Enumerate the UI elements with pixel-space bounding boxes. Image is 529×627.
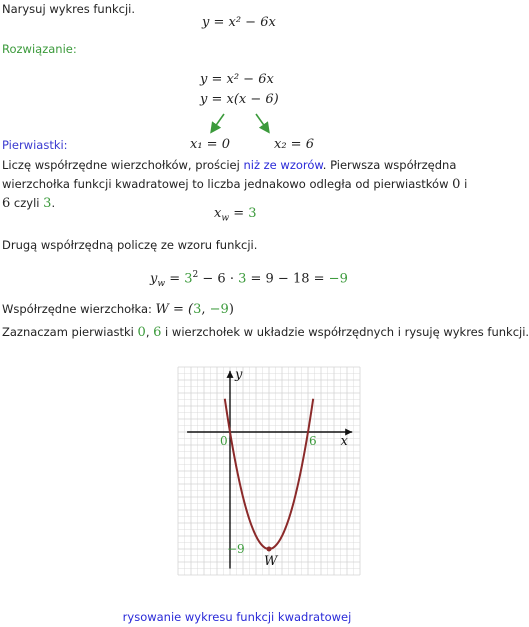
tick-label-x6: 6 (309, 434, 317, 448)
xw-equation: $x_w = 3$ (214, 206, 257, 224)
tick-label-x0: 0 (220, 434, 228, 448)
vertex-explanation: Liczę współrzędne wierzchołków, prościej niż ze wzorów. Pierwsza współrzędna wierzchołka funkcji kwadratowej to liczba jednakowo odległa od pierwiastków 0 i 6 czyli 3. (2, 158, 468, 211)
arrow-left (212, 114, 224, 131)
yw-equation: $y_w = 3^2 - 6 \cdot 3 = 9 - 18 = -9$ (150, 270, 348, 289)
solution-line1: y = x² − 6x (200, 72, 274, 87)
task-formula: y = x² − 6x (202, 15, 276, 30)
function-graph (128, 352, 348, 576)
root-x1: x₁ = 0 (190, 137, 230, 152)
x-axis-label: x (340, 434, 348, 449)
y-axis-label: y (235, 367, 243, 383)
footer-link[interactable]: rysowanie wykresu funkcji kwadratowej (122, 610, 352, 624)
solution-line2: y = x(x − 6) (200, 92, 279, 107)
formula-link[interactable]: niż ze wzorów (243, 158, 323, 172)
plot-instruction: Zaznaczam pierwiastki 0, 6 i wierzchołek w układzie współrzędnych i rysuję wykres funkcji. (2, 325, 529, 340)
root-arrows (200, 110, 280, 136)
tick-label-ym9: −9 (227, 542, 245, 556)
y-axis-arrow (227, 371, 234, 378)
root-x2: x₂ = 6 (274, 137, 314, 152)
solution-label: Rozwiązanie: (2, 42, 77, 56)
vertex-label: W (264, 554, 278, 569)
roots-label: Pierwiastki: (2, 138, 68, 152)
arrow-right (256, 114, 268, 131)
vertex-point (267, 547, 272, 552)
task-text: Narysuj wykres funkcji. (2, 2, 136, 16)
vertex-coords: Współrzędne wierzchołka: W = (3, −9) (2, 302, 234, 317)
grid (178, 367, 360, 575)
second-coord-text: Drugą współrzędną policzę ze wzoru funkcji. (2, 238, 258, 252)
